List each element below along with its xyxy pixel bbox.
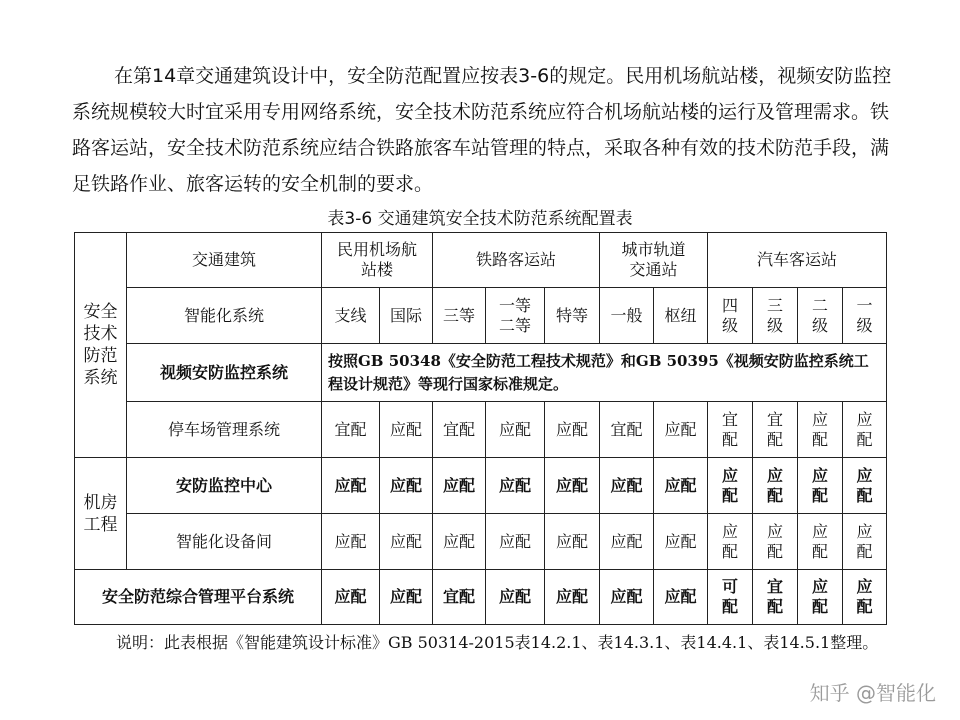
col-header: 国际: [380, 288, 433, 344]
table-cell: 应配: [486, 514, 545, 570]
table-cell: 应配: [843, 514, 887, 570]
col-header: 一般: [600, 288, 654, 344]
table-cell: 宜配: [433, 402, 486, 458]
col-header: 一等二等: [486, 288, 545, 344]
table-cell: 宜配: [600, 402, 654, 458]
table-cell: 应配: [545, 402, 600, 458]
col-header: 支线: [322, 288, 380, 344]
col-header: 枢纽: [654, 288, 708, 344]
table-cell: 应配: [322, 458, 380, 514]
table-cell: 应配: [600, 458, 654, 514]
table-cell: 应配: [380, 570, 433, 625]
table-cell: 应配: [798, 402, 843, 458]
table-cell: 应配: [380, 458, 433, 514]
header-row-2: [75, 288, 887, 344]
table-cell: 应配: [708, 514, 753, 570]
col-header: 二级: [798, 288, 843, 344]
table-cell: 应配: [798, 570, 843, 625]
table-cell: 应配: [843, 570, 887, 625]
header-airport: 民用机场航站楼: [322, 233, 433, 288]
table-cell: 应配: [322, 514, 380, 570]
row-video: [75, 344, 887, 402]
table-cell: 应配: [798, 458, 843, 514]
table-cell: 可配: [708, 570, 753, 625]
table-cell: 应配: [654, 514, 708, 570]
table-cell: 宜配: [433, 570, 486, 625]
header-railway: 铁路客运站: [433, 233, 600, 288]
table-cell: 应配: [843, 402, 887, 458]
row-control: [75, 458, 887, 514]
table-cell: 应配: [708, 458, 753, 514]
row-label: 视频安防监控系统: [127, 344, 322, 402]
table-cell: 应配: [545, 514, 600, 570]
row-label: 智能化设备间: [127, 514, 322, 570]
table-cell: 应配: [600, 514, 654, 570]
col-header: 四级: [708, 288, 753, 344]
table-cell: 应配: [486, 458, 545, 514]
table-cell: 应配: [433, 514, 486, 570]
header-bus: 汽车客运站: [708, 233, 887, 288]
col-header: 三等: [433, 288, 486, 344]
row-label: 安防监控中心: [127, 458, 322, 514]
video-note: 按照GB 50348《安全防范工程技术规范》和GB 50395《视频安防监控系统工程设计规范》等现行国家标准规定。: [322, 344, 887, 402]
intro-paragraph: [72, 58, 902, 202]
table-cell: 宜配: [708, 402, 753, 458]
table-cell: 应配: [322, 570, 380, 625]
table-cell: 应配: [654, 402, 708, 458]
row-platform: [75, 570, 887, 625]
header-system: 智能化系统: [127, 288, 322, 344]
col-header: 三级: [753, 288, 798, 344]
header-metro: 城市轨道交通站: [600, 233, 708, 288]
col-header: 特等: [545, 288, 600, 344]
group-security: 安全技术防范系统: [75, 233, 127, 458]
intro-text: 在第14章交通建筑设计中，安全防范配置应按表3-6的规定。民用机场航站楼，视频安防监控系统规模较大时宜采用专用网络系统，安全技术防范系统应符合机场航站楼的运行及管理需求。铁路客运站，安全技术防范系统应结合铁路旅客车站管理的特点，采取各种有效的技术防范手段，满足铁路作业、旅客运转的安全机制的要求。: [72, 65, 892, 195]
watermark: 知乎 @智能化: [809, 681, 936, 705]
col-header: 一级: [843, 288, 887, 344]
table-note: [72, 628, 902, 658]
row-label: 停车场管理系统: [127, 402, 322, 458]
table-cell: 应配: [753, 458, 798, 514]
table-cell: 应配: [380, 402, 433, 458]
table-cell: 应配: [654, 570, 708, 625]
table-cell: 应配: [545, 458, 600, 514]
row-parking: [75, 402, 887, 458]
table-cell: 应配: [545, 570, 600, 625]
table-cell: 宜配: [753, 402, 798, 458]
row-label: 安全防范综合管理平台系统: [75, 570, 322, 625]
group-room: 机房工程: [75, 458, 127, 570]
table-cell: 应配: [843, 458, 887, 514]
table-cell: 应配: [486, 570, 545, 625]
table-cell: 应配: [433, 458, 486, 514]
table-cell: 应配: [600, 570, 654, 625]
table-cell: 应配: [798, 514, 843, 570]
table-cell: 宜配: [322, 402, 380, 458]
table-cell: 宜配: [753, 570, 798, 625]
table-cell: 应配: [380, 514, 433, 570]
note-text: 说明：此表根据《智能建筑设计标准》GB 50314-2015表14.2.1、表14.3.1、表14.4.1、表14.5.1整理。: [116, 633, 879, 652]
header-building: 交通建筑: [127, 233, 322, 288]
table-caption: 表3-6 交通建筑安全技术防范系统配置表: [327, 209, 633, 229]
table-cell: 应配: [753, 514, 798, 570]
row-equipment: [75, 514, 887, 570]
table-cell: 应配: [654, 458, 708, 514]
table-cell: 应配: [486, 402, 545, 458]
config-table: [74, 232, 887, 625]
header-row-1: [75, 233, 887, 288]
